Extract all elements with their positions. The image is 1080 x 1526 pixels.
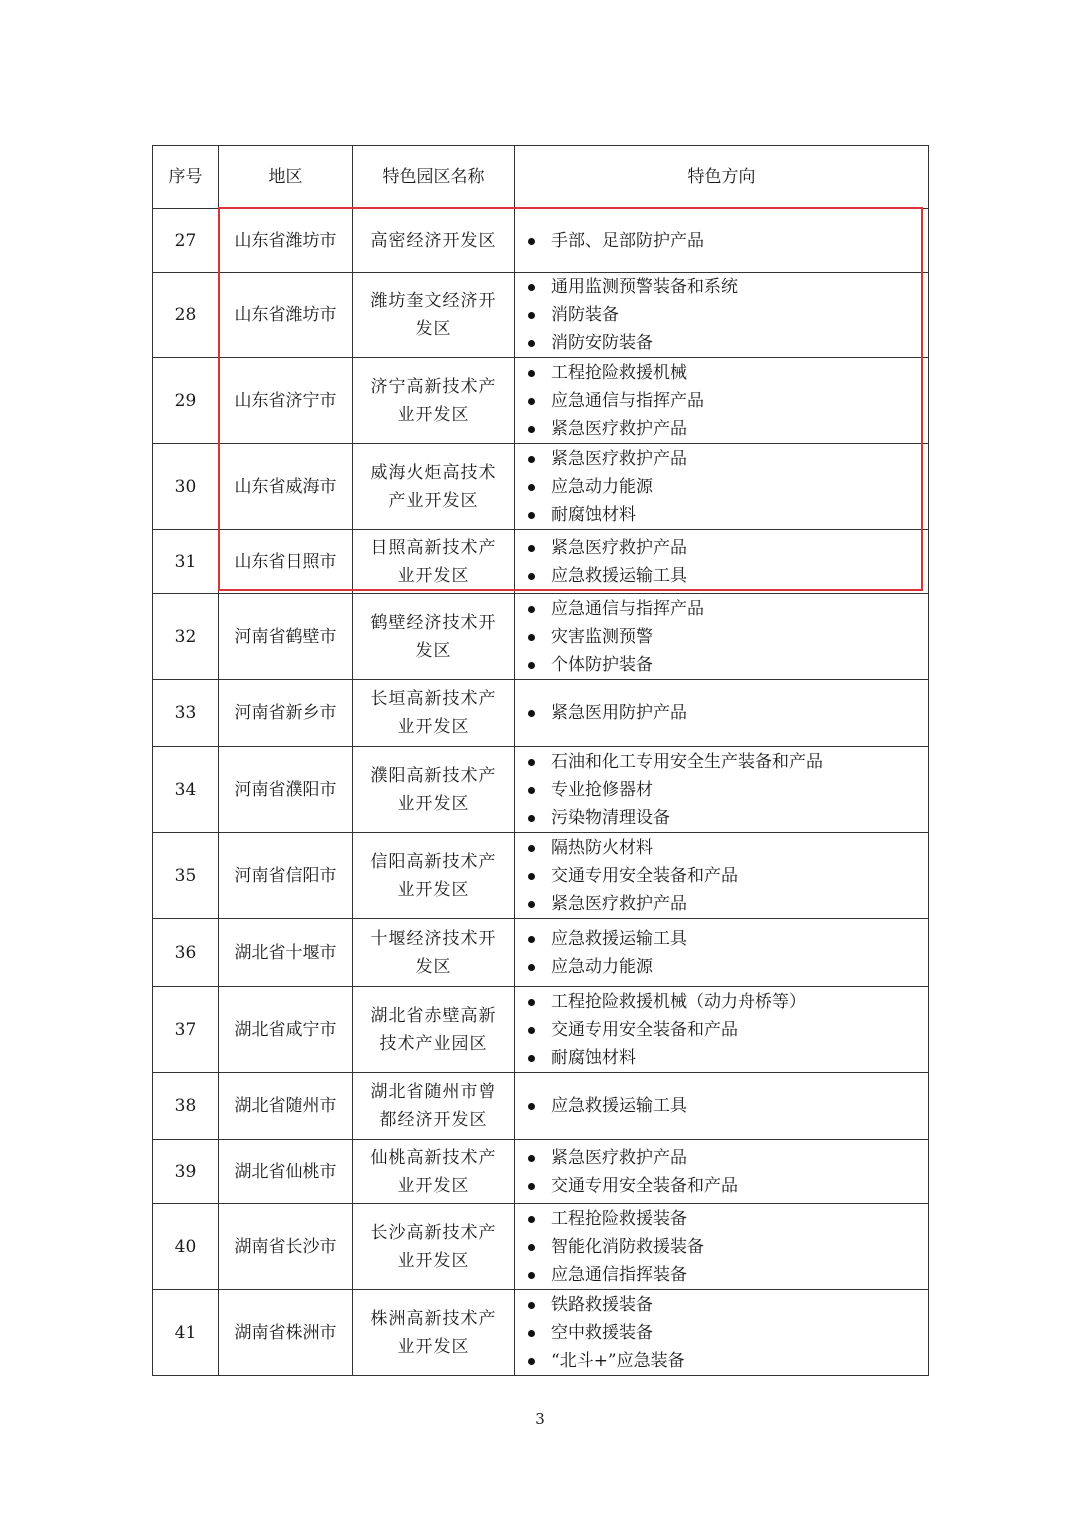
row-number: 29: [153, 358, 219, 444]
direction-item: 灾害监测预警: [521, 623, 920, 651]
row-park-name: 长垣高新技术产业开发区: [353, 680, 515, 747]
table-row: [153, 209, 929, 273]
header-no: 序号: [153, 146, 219, 209]
row-directions: [515, 594, 929, 680]
direction-list: [521, 834, 920, 918]
row-region: 湖北省随州市: [219, 1073, 353, 1140]
row-directions: [515, 1204, 929, 1290]
direction-list: [521, 227, 920, 255]
direction-item: 消防安防装备: [521, 329, 920, 357]
row-region: 山东省潍坊市: [219, 209, 353, 273]
row-number: 41: [153, 1290, 219, 1376]
direction-item: 耐腐蚀材料: [521, 501, 920, 529]
direction-item: 工程抢险救援机械: [521, 359, 920, 387]
row-number: 30: [153, 444, 219, 530]
row-directions: [515, 833, 929, 919]
table-body: [153, 209, 929, 1376]
direction-item: 应急通信指挥装备: [521, 1261, 920, 1289]
direction-item: 紧急医疗救护产品: [521, 415, 920, 443]
direction-item: 交通专用安全装备和产品: [521, 1172, 920, 1200]
direction-item: 紧急医疗救护产品: [521, 1144, 920, 1172]
direction-item: 隔热防火材料: [521, 834, 920, 862]
row-directions: [515, 747, 929, 833]
direction-item: 空中救援装备: [521, 1319, 920, 1347]
row-park-name: 潍坊奎文经济开发区: [353, 273, 515, 358]
row-region: 湖南省长沙市: [219, 1204, 353, 1290]
row-number: 31: [153, 530, 219, 594]
row-park-name: 信阳高新技术产业开发区: [353, 833, 515, 919]
direction-item: 交通专用安全装备和产品: [521, 862, 920, 890]
row-directions: [515, 680, 929, 747]
direction-item: 耐腐蚀材料: [521, 1044, 920, 1072]
row-park-name: 济宁高新技术产业开发区: [353, 358, 515, 444]
direction-list: [521, 445, 920, 529]
direction-item: 应急动力能源: [521, 473, 920, 501]
table-row: [153, 444, 929, 530]
table-row: [153, 680, 929, 747]
direction-item: 污染物清理设备: [521, 804, 920, 832]
direction-list: [521, 1205, 920, 1289]
row-number: 32: [153, 594, 219, 680]
row-number: 40: [153, 1204, 219, 1290]
header-region: 地区: [219, 146, 353, 209]
direction-item: 工程抢险救援装备: [521, 1205, 920, 1233]
direction-list: [521, 534, 920, 590]
direction-item: 应急通信与指挥产品: [521, 595, 920, 623]
direction-item: 交通专用安全装备和产品: [521, 1016, 920, 1044]
row-region: 湖北省咸宁市: [219, 987, 353, 1073]
page-number: 3: [535, 1410, 545, 1428]
table-row: [153, 919, 929, 987]
row-directions: [515, 444, 929, 530]
row-region: 山东省济宁市: [219, 358, 353, 444]
table-row: [153, 358, 929, 444]
row-directions: [515, 919, 929, 987]
table-row: [153, 1073, 929, 1140]
table-row: [153, 987, 929, 1073]
row-park-name: 高密经济开发区: [353, 209, 515, 273]
row-park-name: 十堰经济技术开发区: [353, 919, 515, 987]
direction-item: 消防装备: [521, 301, 920, 329]
direction-item: 智能化消防救援装备: [521, 1233, 920, 1261]
row-park-name: 濮阳高新技术产业开发区: [353, 747, 515, 833]
direction-list: [521, 988, 920, 1072]
direction-item: 铁路救援装备: [521, 1291, 920, 1319]
table-row: [153, 833, 929, 919]
direction-list: [521, 359, 920, 443]
row-number: 39: [153, 1140, 219, 1204]
direction-item: 应急救援运输工具: [521, 925, 920, 953]
direction-item: “北斗+”应急装备: [521, 1347, 920, 1375]
row-number: 34: [153, 747, 219, 833]
row-park-name: 株洲高新技术产业开发区: [353, 1290, 515, 1376]
row-directions: [515, 273, 929, 358]
row-park-name: 湖北省随州市曾都经济开发区: [353, 1073, 515, 1140]
table-row: [153, 530, 929, 594]
direction-item: 紧急医疗救护产品: [521, 534, 920, 562]
row-number: 36: [153, 919, 219, 987]
row-region: 山东省潍坊市: [219, 273, 353, 358]
row-park-name: 长沙高新技术产业开发区: [353, 1204, 515, 1290]
table-row: [153, 273, 929, 358]
row-park-name: 湖北省赤壁高新技术产业园区: [353, 987, 515, 1073]
row-directions: [515, 987, 929, 1073]
direction-list: [521, 925, 920, 981]
row-park-name: 日照高新技术产业开发区: [353, 530, 515, 594]
row-number: 33: [153, 680, 219, 747]
direction-item: 应急救援运输工具: [521, 1092, 920, 1120]
table-row: [153, 747, 929, 833]
row-region: 河南省信阳市: [219, 833, 353, 919]
direction-item: 个体防护装备: [521, 651, 920, 679]
row-number: 27: [153, 209, 219, 273]
direction-list: [521, 1092, 920, 1120]
direction-item: 应急通信与指挥产品: [521, 387, 920, 415]
table-row: [153, 1204, 929, 1290]
row-park-name: 仙桃高新技术产业开发区: [353, 1140, 515, 1204]
row-region: 湖南省株洲市: [219, 1290, 353, 1376]
direction-list: [521, 1144, 920, 1200]
row-park-name: 威海火炬高技术产业开发区: [353, 444, 515, 530]
row-number: 28: [153, 273, 219, 358]
row-directions: [515, 1140, 929, 1204]
row-region: 山东省日照市: [219, 530, 353, 594]
table-header-row: [153, 146, 929, 209]
direction-list: [521, 748, 920, 832]
direction-item: 紧急医疗救护产品: [521, 445, 920, 473]
row-region: 河南省鹤壁市: [219, 594, 353, 680]
table-row: [153, 1290, 929, 1376]
row-region: 山东省威海市: [219, 444, 353, 530]
direction-list: [521, 699, 920, 727]
row-park-name: 鹤壁经济技术开发区: [353, 594, 515, 680]
direction-item: 应急救援运输工具: [521, 562, 920, 590]
row-region: 河南省濮阳市: [219, 747, 353, 833]
direction-item: 手部、足部防护产品: [521, 227, 920, 255]
direction-item: 工程抢险救援机械（动力舟桥等）: [521, 988, 920, 1016]
row-directions: [515, 530, 929, 594]
row-region: 河南省新乡市: [219, 680, 353, 747]
row-region: 湖北省仙桃市: [219, 1140, 353, 1204]
row-number: 38: [153, 1073, 219, 1140]
table-row: [153, 594, 929, 680]
row-directions: [515, 1073, 929, 1140]
park-table: [152, 145, 929, 1376]
direction-item: 通用监测预警装备和系统: [521, 273, 920, 301]
row-directions: [515, 209, 929, 273]
row-directions: [515, 1290, 929, 1376]
direction-list: [521, 1291, 920, 1375]
direction-item: 应急动力能源: [521, 953, 920, 981]
row-number: 37: [153, 987, 219, 1073]
direction-item: 紧急医疗救护产品: [521, 890, 920, 918]
direction-item: 紧急医用防护产品: [521, 699, 920, 727]
row-directions: [515, 358, 929, 444]
direction-item: 石油和化工专用安全生产装备和产品: [521, 748, 920, 776]
row-number: 35: [153, 833, 219, 919]
direction-list: [521, 595, 920, 679]
table-row: [153, 1140, 929, 1204]
header-park-name: 特色园区名称: [353, 146, 515, 209]
direction-item: 专业抢修器材: [521, 776, 920, 804]
direction-list: [521, 273, 920, 357]
header-direction: 特色方向: [515, 146, 929, 209]
row-region: 湖北省十堰市: [219, 919, 353, 987]
